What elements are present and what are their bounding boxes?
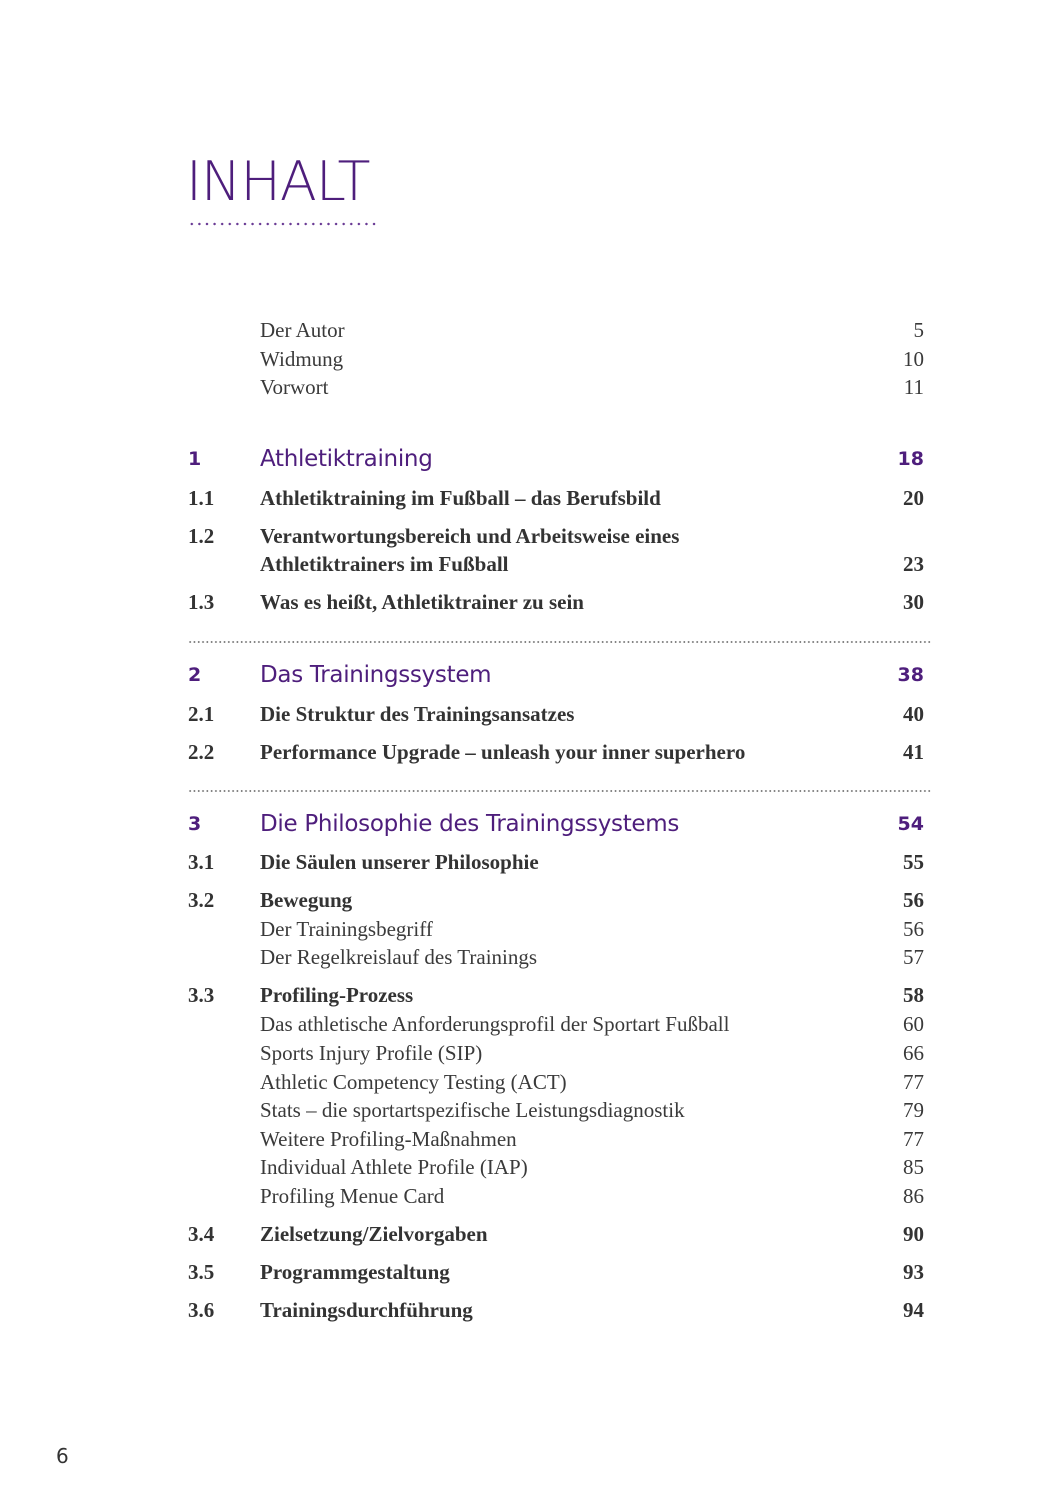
chapter-separator (188, 789, 931, 793)
subentry-title: Individual Athlete Profile (IAP) (260, 1155, 528, 1179)
chapter-title: Athletiktraining (260, 446, 433, 472)
chapter-number: 2 (188, 664, 202, 686)
toc-title: INHALT (186, 150, 370, 213)
subentry-page: 60 (903, 1012, 924, 1036)
section-number: 1.3 (188, 590, 215, 614)
subentry-page: 85 (903, 1155, 924, 1179)
subentry-title: Der Trainingsbegriff (260, 917, 433, 941)
title-dotted-rule (188, 221, 376, 227)
section-title: Die Struktur des Trainingsansatzes (260, 702, 575, 726)
section-page: 90 (903, 1222, 924, 1246)
section-title: Was es heißt, Athletiktrainer zu sein (260, 590, 584, 614)
section-title: Die Säulen unserer Philosophie (260, 850, 539, 874)
section-number: 1.1 (188, 486, 215, 510)
entry-page: 11 (903, 375, 924, 399)
subentry-page: 77 (903, 1127, 924, 1151)
section-page: 93 (903, 1260, 924, 1284)
entry-label: Widmung (260, 347, 344, 371)
section-title: Performance Upgrade – unleash your inner superhero (260, 740, 746, 764)
subentry-title: Stats – die sportartspezifische Leistungsdiagnostik (260, 1098, 685, 1122)
chapter-title: Das Trainingssystem (260, 662, 492, 688)
chapter-page: 18 (897, 448, 924, 470)
section-page: 40 (903, 702, 924, 726)
section-number: 1.2 (188, 524, 215, 548)
entry-label: Vorwort (260, 375, 329, 399)
section-title-line-1: Verantwortungsbereich und Arbeitsweise eines (260, 524, 680, 548)
section-page: 30 (903, 590, 924, 614)
section-number: 3.6 (188, 1298, 215, 1322)
section-page: 94 (903, 1298, 924, 1322)
subentry-title: Athletic Competency Testing (ACT) (260, 1070, 567, 1094)
subentry-title: Das athletische Anforderungsprofil der Sportart Fußball (260, 1012, 730, 1036)
section-number: 3.1 (188, 850, 215, 874)
entry-page: 10 (903, 347, 924, 371)
chapter-title: Die Philosophie des Trainingssystems (260, 811, 680, 837)
page-number: 6 (56, 1444, 69, 1468)
section-title-line-2: Athletiktrainers im Fußball (260, 552, 509, 576)
subentry-page: 57 (903, 945, 924, 969)
subentry-title: Profiling Menue Card (260, 1184, 445, 1208)
chapter-number: 3 (188, 813, 202, 835)
subentry-page: 79 (903, 1098, 924, 1122)
section-number: 2.1 (188, 702, 215, 726)
section-page: 58 (903, 983, 924, 1007)
section-title: Programmgestaltung (260, 1260, 450, 1284)
section-title: Athletiktraining im Fußball – das Berufsbild (260, 486, 661, 510)
section-number: 2.2 (188, 740, 215, 764)
section-number: 3.5 (188, 1260, 215, 1284)
chapter-page: 38 (897, 664, 924, 686)
section-page: 56 (903, 888, 924, 912)
chapter-number: 1 (188, 448, 202, 470)
subentry-title: Der Regelkreislauf des Trainings (260, 945, 538, 969)
section-page: 41 (903, 740, 924, 764)
section-page: 23 (903, 552, 924, 576)
subentry-title: Sports Injury Profile (SIP) (260, 1041, 483, 1065)
section-number: 3.4 (188, 1222, 215, 1246)
chapter-page: 54 (897, 813, 924, 835)
entry-page: 5 (913, 318, 924, 342)
subentry-page: 86 (903, 1184, 924, 1208)
section-page: 20 (903, 486, 924, 510)
section-title: Bewegung (260, 888, 353, 912)
chapter-separator (188, 640, 931, 644)
subentry-title: Weitere Profiling-Maßnahmen (260, 1127, 517, 1151)
section-title: Trainingsdurchführung (260, 1298, 473, 1322)
section-number: 3.3 (188, 983, 215, 1007)
subentry-page: 66 (903, 1041, 924, 1065)
entry-label: Der Autor (260, 318, 345, 342)
section-title: Zielsetzung/Zielvorgaben (260, 1222, 488, 1246)
section-page: 55 (903, 850, 924, 874)
subentry-page: 77 (903, 1070, 924, 1094)
section-title: Profiling-Prozess (260, 983, 414, 1007)
subentry-page: 56 (903, 917, 924, 941)
section-number: 3.2 (188, 888, 215, 912)
